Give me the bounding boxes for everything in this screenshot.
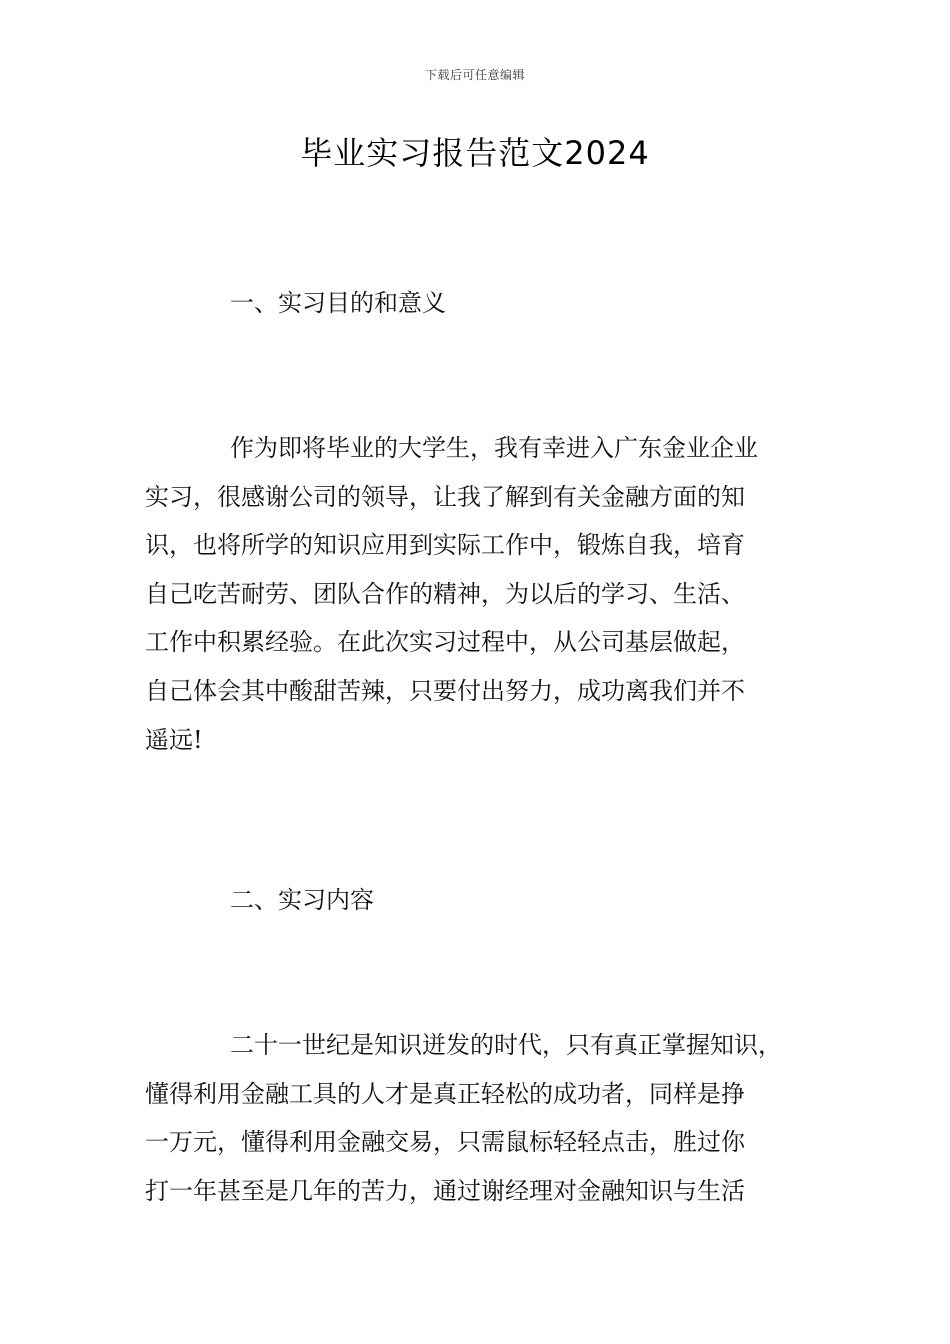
paragraph-line: 懂得利用金融工具的人才是真正轻松的成功者，同样是挣	[145, 1079, 745, 1108]
paragraph-line: 自己体会其中酸甜苦辣，只要付出努力，成功离我们并不	[145, 676, 745, 705]
paragraph-line: 自己吃苦耐劳、团队合作的精神，为以后的学习、生活、	[145, 579, 745, 608]
paragraph-line: 打一年甚至是几年的苦力，通过谢经理对金融知识与生活	[145, 1176, 745, 1205]
paragraph-line: 遥远!	[145, 725, 203, 754]
paragraph-line: 识，也将所学的知识应用到实际工作中，锻炼自我，培育	[145, 531, 745, 560]
paragraph-line: 作为即将毕业的大学生，我有幸进入广东金业企业	[230, 434, 758, 462]
header-note: 下载后可任意编辑	[424, 68, 525, 82]
section-heading-purpose: 一、实习目的和意义	[230, 289, 446, 317]
paragraph-purpose	[145, 430, 825, 770]
paragraph-line: 一万元，懂得利用金融交易，只需鼠标轻轻点击，胜过你	[145, 1128, 745, 1157]
paragraph-line: 二十一世纪是知识迸发的时代，只有真正掌握知识，	[230, 1031, 782, 1059]
document-title: 毕业实习报告范文2024	[300, 134, 650, 172]
paragraph-content	[145, 1027, 825, 1221]
paragraph-line: 实习，很感谢公司的领导，让我了解到有关金融方面的知	[145, 482, 745, 511]
section-heading-content: 二、实习内容	[230, 886, 374, 914]
paragraph-line: 工作中积累经验。在此次实习过程中，从公司基层做起，	[145, 628, 745, 657]
